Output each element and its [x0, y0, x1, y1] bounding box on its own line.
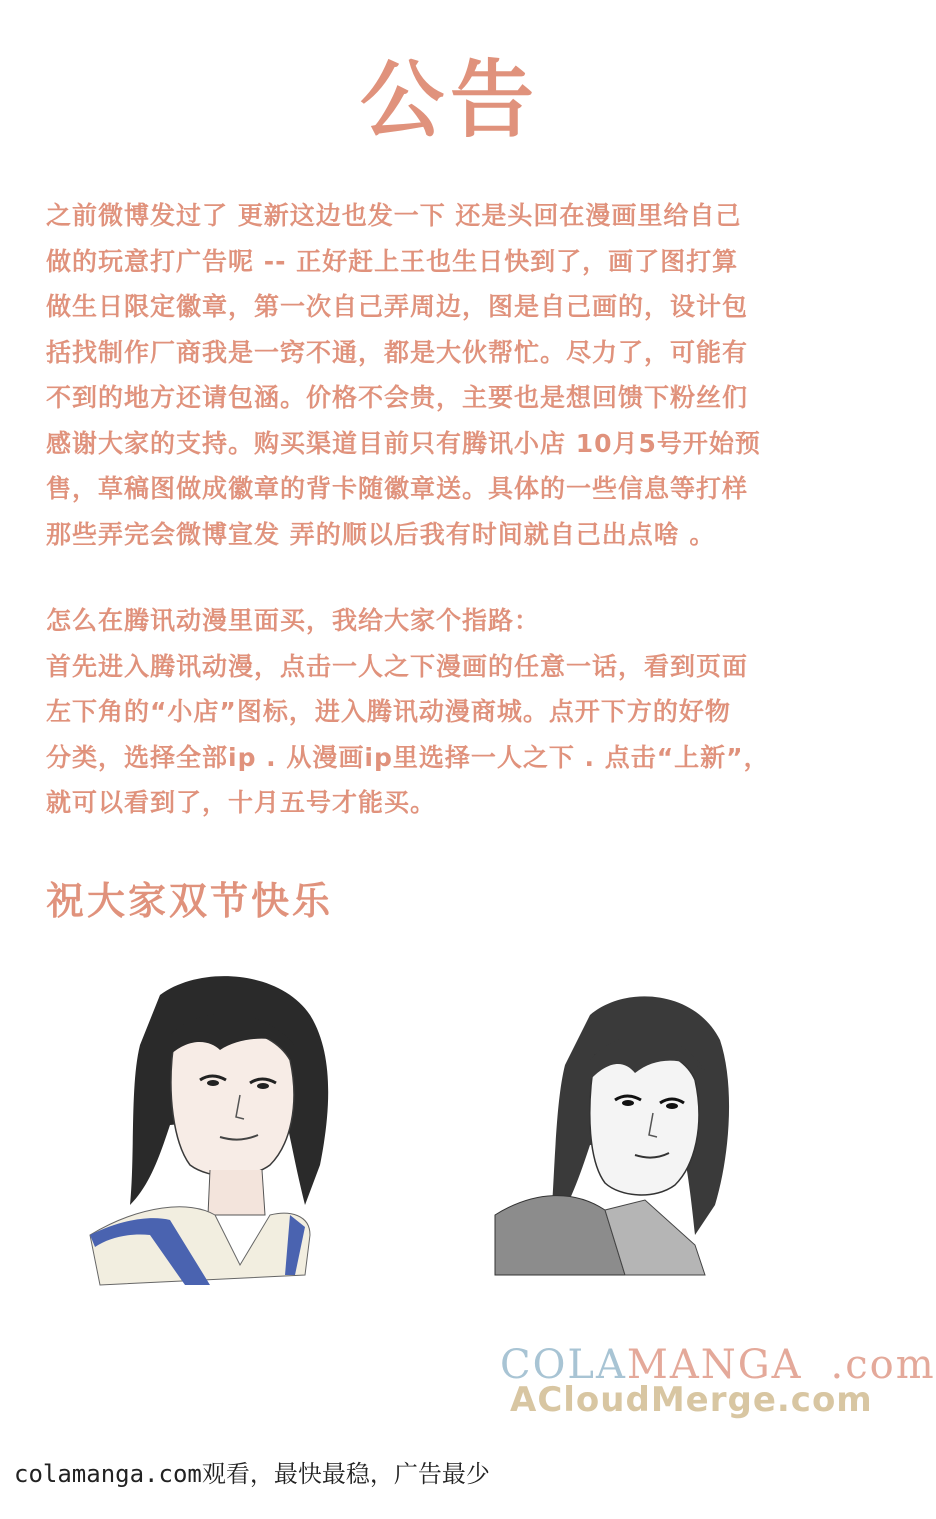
text-line: 首先进入腾讯动漫，点击一人之下漫画的任意一话，看到页面 — [46, 651, 749, 681]
text-line: 左下角的“小店”图标，进入腾讯动漫商城。点开下方的好物 — [46, 697, 731, 726]
text-line: 括找制作厂商我是一窍不通，都是大伙帮忙。尽力了，可能有 — [46, 337, 749, 367]
text-line: 做的玩意打广告呢 -- 正好赶上王也生日快到了，画了图打算 — [46, 246, 739, 276]
announcement-paragraph — [46, 193, 866, 557]
portrait-colored-illustration — [90, 965, 350, 1295]
footer-caption: colamanga.com观看，最快最稳，广告最少 — [14, 1460, 490, 1488]
holiday-greeting: 祝大家双节快乐 — [46, 879, 334, 923]
text-line: 不到的地方还请包涵。价格不会贵，主要也是想回馈下粉丝们 — [46, 383, 749, 412]
watermark-part: COLA — [500, 1342, 627, 1388]
watermark-part: MANGA — [626, 1342, 803, 1388]
text-line: 感谢大家的支持。购买渠道目前只有腾讯小店 10月5号开始预 — [46, 428, 761, 458]
text-line: 售，草稿图做成徽章的背卡随徽章送。具体的一些信息等打样 — [46, 474, 749, 503]
announcement-title: 公告 — [359, 51, 540, 149]
text-line: 那些弄完会微博宣发 弄的顺以后我有时间就自己出点啥 。 — [46, 519, 716, 549]
watermark-acloudmerge: ACloudMerge.com — [510, 1380, 873, 1420]
text-line: 就可以看到了，十月五号才能买。 — [46, 788, 437, 817]
text-line: 做生日限定徽章，第一次自己弄周边，图是自己画的，设计包 — [46, 292, 749, 321]
text-line: 之前微博发过了 更新这边也发一下 还是头回在漫画里给自己 — [46, 201, 742, 230]
watermark-part: .com — [830, 1342, 936, 1388]
text-line: 怎么在腾讯动漫里面买，我给大家个指路： — [46, 606, 541, 635]
purchase-guide-paragraph — [46, 598, 866, 826]
text-line: 分类，选择全部ip . 从漫画ip里选择一人之下 . 点击“上新”， — [46, 742, 770, 772]
portrait-sketch-illustration — [495, 985, 735, 1280]
